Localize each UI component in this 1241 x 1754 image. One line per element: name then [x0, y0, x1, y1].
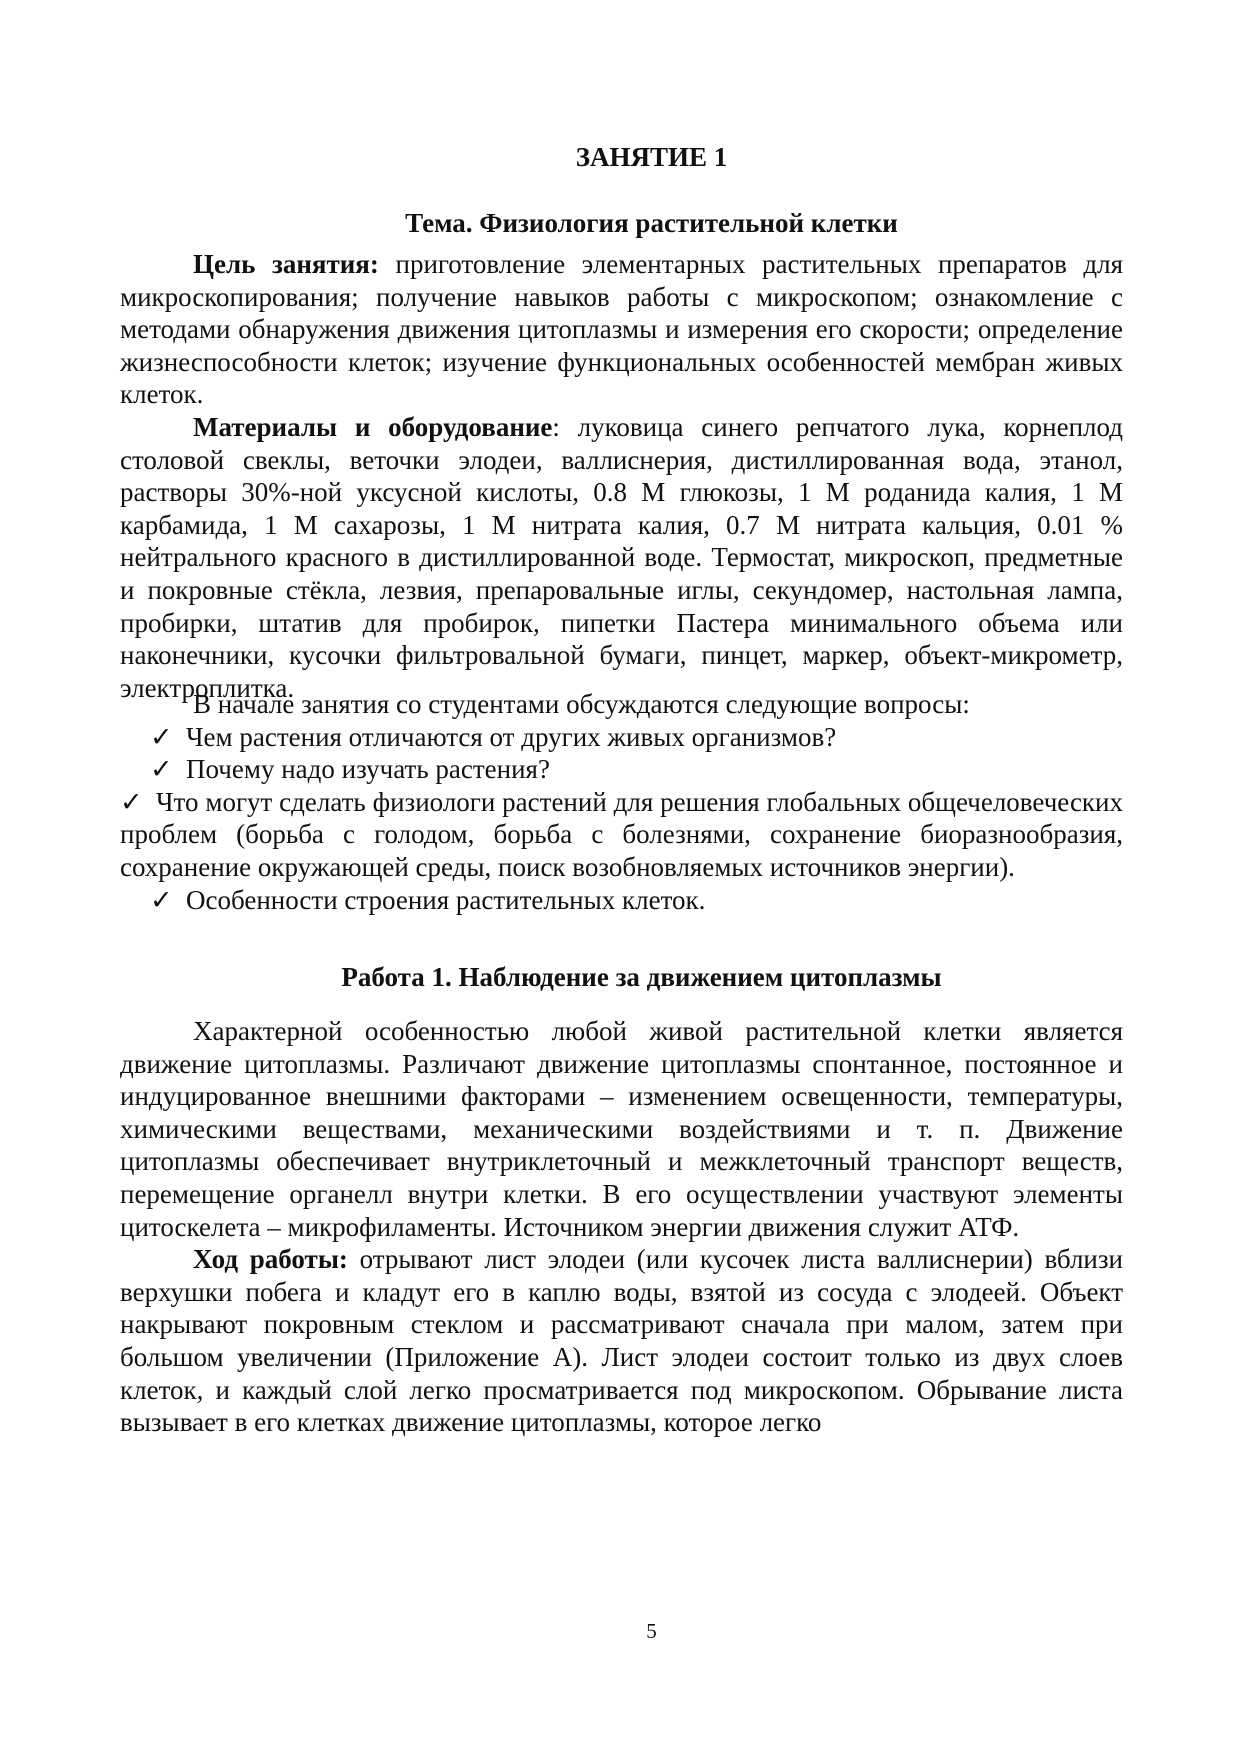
- checkmark-icon: ✓: [150, 884, 173, 915]
- intro-block: [120, 248, 1123, 704]
- procedure-text: отрывают лист элодеи (или кусочек листа валлиснерии) вблизи верхушки побега и кладут его в каплю воды, взятой из сосуда с элодеей. Объект накрывают покровным стеклом и рассматривают сначала при малом, затем при большом увеличении (Приложение А). Лист элодеи состоит только из двух слоев клеток, и каждый слой легко просматривается под микроскопом. Обрывание листа вызывает в его клетках движение цитоплазмы, которое легко: [120, 1244, 1123, 1438]
- materials-label: Материалы и оборудование: [193, 411, 553, 442]
- question-text: Особенности строения растительных клеток.: [186, 884, 706, 915]
- work1-block: [120, 1015, 1123, 1439]
- discussion-intro: В начале занятия со студентами обсуждаются следующие вопросы:: [193, 689, 970, 719]
- question-item: [120, 884, 1123, 917]
- question-item: [120, 786, 1123, 884]
- question-text: Что могут сделать физиологи растений для решения глобальных общечеловеческих проблем (борьба с голодом, борьба с болезнями, сохранение биоразнообразия, сохранение окружающей среды, поиск возобновляемых источников энергии).: [120, 786, 1123, 882]
- question-text: Чем растения отличаются от других живых организмов?: [186, 721, 837, 752]
- page-number: 5: [646, 1619, 657, 1643]
- question-list: [120, 721, 1123, 917]
- question-text: Почему надо изучать растения?: [186, 754, 550, 785]
- checkmark-icon: ✓: [120, 786, 143, 817]
- topic-title: Тема. Физиология растительной клетки: [405, 208, 898, 238]
- goal-text: приготовление элементарных растительных препаратов для микроскопирования; получение навыков работы с микроскопом; ознакомление с методами обнаружения движения цитоплазмы и измерения его скорости; определение жизнеспособности клеток; изучение функциональных особенностей мембран живых клеток.: [120, 249, 1124, 410]
- materials-paragraph: [120, 411, 1123, 704]
- question-item: [120, 721, 1123, 754]
- procedure-paragraph: [120, 1243, 1123, 1439]
- question-item: [120, 753, 1123, 786]
- goal-label: Цель занятия:: [193, 249, 379, 279]
- checkmark-icon: ✓: [150, 754, 173, 785]
- document-page: [120, 0, 1123, 1754]
- goal-paragraph: [120, 248, 1123, 411]
- procedure-label: Ход работы:: [193, 1244, 348, 1275]
- materials-text: : луковица синего репчатого лука, корнеплод столовой свеклы, веточки элодеи, валлиснерия, дистиллированная вода, этанол, растворы 30%-ной уксусной кислоты, 0.8 М глюкозы, 1 М роданида калия, 1 М карбамида, 1 М сахарозы, 1 М нитрата калия, 0.7 М нитрата кальция, 0.01 % нейтрального красного в дистиллированной воде. Термостат, микроскоп, предметные и покровные стёкла, лезвия, препаровальные иглы, секундомер, настольная лампа, пробирки, штатив для пробирок, пипетки Пастера минимального объема или наконечники, кусочки фильтровальной бумаги, пинцет, маркер, объект-микрометр, электроплитка.: [120, 411, 1123, 703]
- work1-paragraph: Характерной особенностью любой живой растительной клетки является движение цитоплазмы. Различают движение цитоплазмы спонтанное, постоянное и индуцированное внешними факторами – изменением освещенности, температуры, химическими веществами, механическими воздействиями и т. п. Движение цитоплазмы обеспечивает внутриклеточный и межклеточный транспорт веществ, перемещение органелл внутри клетки. В его осуществлении участвуют элементы цитоскелета – микрофиламенты. Источником энергии движения служит АТФ.: [120, 1016, 1123, 1242]
- lesson-title: ЗАНЯТИЕ 1: [575, 142, 728, 172]
- discussion-block: [120, 688, 1123, 916]
- work1-title: Работа 1. Наблюдение за движением цитоплазмы: [341, 962, 942, 992]
- checkmark-icon: ✓: [150, 721, 173, 752]
